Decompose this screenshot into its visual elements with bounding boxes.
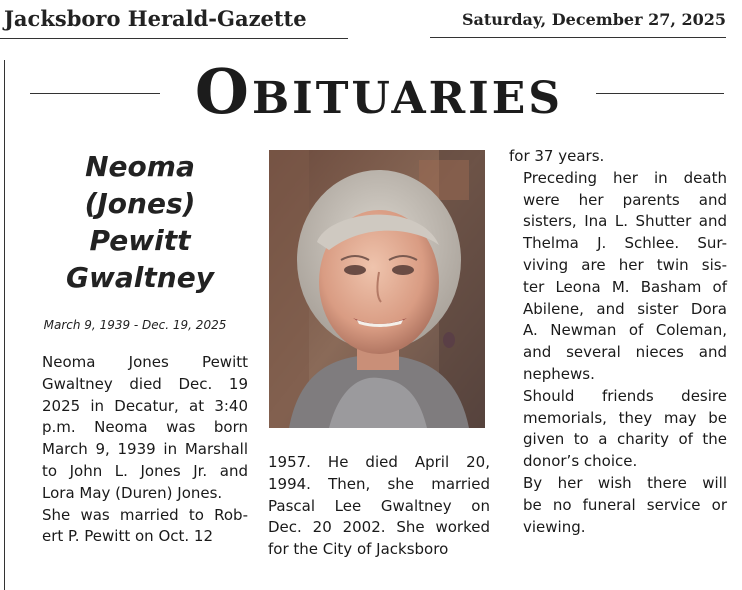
page-left-rule [4, 60, 5, 590]
masthead-rule-right [430, 37, 726, 38]
paragraph-no-service: By her wish there will be no funeral service or viewing. [523, 473, 727, 536]
masthead-rule-left [0, 38, 348, 39]
obituary-column-1 [28, 352, 248, 548]
deceased-name: Neoma (Jones) Pewitt Gwaltney [66, 150, 214, 294]
portrait-image [269, 150, 485, 428]
paragraph-memorials: Should friends desire memorials, they may be given to a charity of the donor’s choice. [523, 386, 727, 471]
obituary-column-2 [268, 452, 490, 561]
paragraph-marriage-end: for 37 years. [509, 147, 605, 165]
paragraph-marriage: She was married to Rob- ert P. Pewitt on Oct. 12 [42, 505, 248, 546]
issue-date: Saturday, December 27, 2025 [461, 10, 726, 29]
newspaper-name: Jacksboro Herald-Gazette [4, 6, 307, 31]
section-rule-left [30, 93, 160, 94]
life-dates: March 9, 1939 - Dec. 19, 2025 [43, 318, 227, 332]
obituary-column-3 [509, 146, 727, 538]
paragraph-survivors: Preceding her in death were her parents and sisters, Ina L. Shutter and Thelma J. Schlee. Sur- viving are her twin sis- ter Leona M. Basham of Abilene, and sister Dora A. Newman of Coleman, and several nieces and nephews. [523, 168, 727, 383]
paragraph-death-notice: Neoma Jones Pewitt Gwaltney died Dec. 19 2025 in Decatur, at 3:40 p.m. Neoma was born March 9, 1939 in Marshall to John L. Jones Jr. and Lora May (Duren) Jones. [42, 353, 248, 502]
section-rule-right [596, 93, 724, 94]
deceased-photo [269, 150, 485, 428]
section-title: OBITUARIES [194, 55, 564, 128]
paragraph-marriage-continued: 1957. He died April 20, 1994. Then, she married Pascal Lee Gwaltney on Dec. 20 2002. She worked for the City of Jacksboro [268, 453, 490, 559]
